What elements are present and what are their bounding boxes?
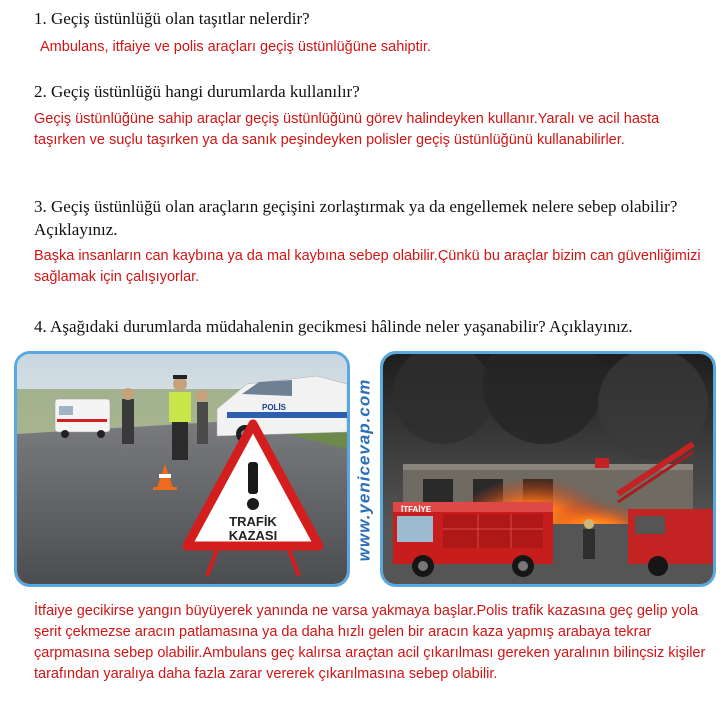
answer-2: Geçiş üstünlüğüne sahip araçlar geçiş üstünlüğünü görev halindeyken kullanır.Yaralı ve acil hasta taşırken ve suçlu taşırken ya da sanık peşindeyken polisler geçiş üstünlüğünü kullanabilirler. xyxy=(34,111,660,148)
watermark xyxy=(352,355,376,585)
sign-text-line1: TRAFİK xyxy=(229,514,277,529)
watermark-text: www.yenicevap.com xyxy=(354,378,374,562)
answer-4: İtfaiye gecikirse yangın büyüyerek yanında ne varsa yakmaya başlar.Polis trafik kazasına geç gelip yola şerit çekmezse aracın patlamasına ya da daha hızlı gelen bir aracın kaza yapmış arabaya tekrar çarpmasına sebep olabilir.Ambulans geç kalırsa araçtan acil çıkarılması gereken yaralının bilinçsiz kişiler tarafından yaralıya daha fazla zarar vererek çıkarılmasına sebep olabilir. xyxy=(34,603,706,682)
answer-1: Ambulans, itfaiye ve polis araçları geçiş üstünlüğüne sahiptir. xyxy=(40,39,431,55)
answer-3: Başka insanların can kaybına ya da mal kaybına sebep olabilir.Çünkü bu araçlar bizim can güvenliğimizi sağlamak için çalışıyorlar. xyxy=(34,248,701,285)
question-4: 4. Aşağıdaki durumlarda müdahalenin gecikmesi hâlinde neler yaşanabilir? Açıklayınız. xyxy=(34,317,633,336)
question-3: 3. Geçiş üstünlüğü olan araçların geçişini zorlaştırmak ya da engellemek nelere sebep olabilir? Açıklayınız. xyxy=(34,197,678,239)
fire-photo xyxy=(380,351,716,587)
sign-text-line2: KAZASI xyxy=(228,528,278,543)
police-car-label: POLİS xyxy=(262,403,287,412)
question-2: 2. Geçiş üstünlüğü hangi durumlarda kullanılır? xyxy=(34,82,360,101)
accident-photo xyxy=(14,351,350,587)
fire-truck-label: İTFAİYE xyxy=(401,505,432,514)
question-1: 1. Geçiş üstünlüğü olan taşıtlar nelerdir? xyxy=(34,9,310,28)
